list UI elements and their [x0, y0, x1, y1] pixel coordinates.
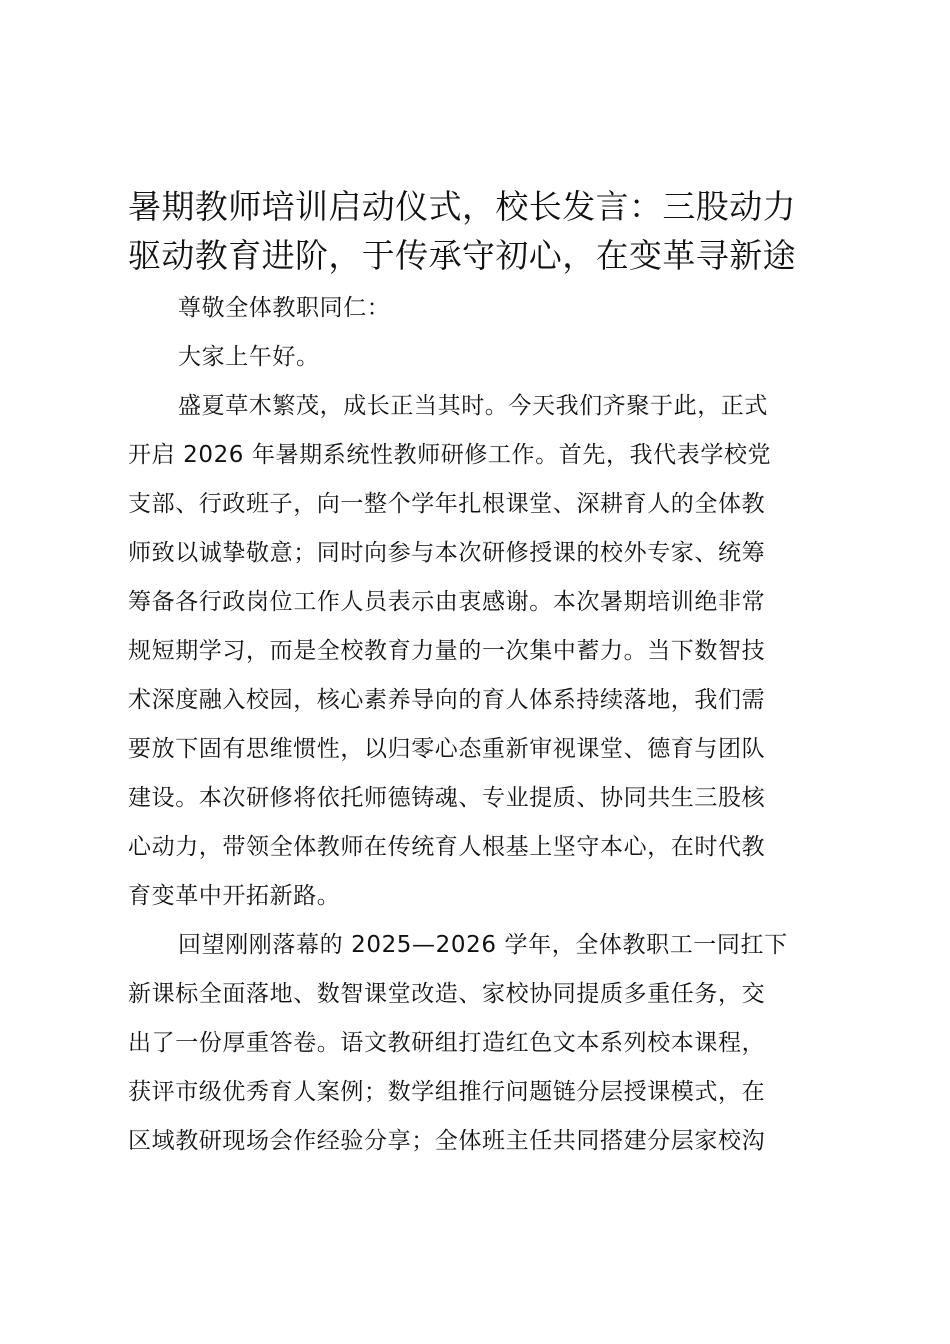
paragraph-1-line: 支部、行政班子，向一整个学年扎根课堂、深耕育人的全体教 [128, 491, 766, 517]
title-line-1: 暑期教师培训启动仪式，校长发言：三股动力 [128, 187, 796, 226]
paragraph-2 [128, 921, 840, 1166]
paragraph-2-line: 新课标全面落地、数智课堂改造、家校协同提质多重任务，交 [128, 981, 766, 1007]
paragraph-2-line: 区域教研现场会作经验分享；全体班主任共同搭建分层家校沟 [128, 1128, 766, 1154]
paragraph-1-line: 要放下固有思维惯性，以归零心态重新审视课堂、德育与团队 [128, 736, 766, 762]
paragraph-1-line: 术深度融入校园，核心素养导向的育人体系持续落地，我们需 [128, 687, 766, 713]
paragraph-1-line: 筹备各行政岗位工作人员表示由衷感谢。本次暑期培训绝非常 [128, 589, 766, 615]
paragraph-1-line: 规短期学习，而是全校教育力量的一次集中蓄力。当下数智技 [128, 638, 766, 664]
salutation: 大家上午好。 [178, 344, 320, 370]
paragraph-2-line: 获评市级优秀育人案例；数学组推行问题链分层授课模式，在 [128, 1079, 766, 1105]
paragraph-1-line: 师致以诚挚敬意；同时向参与本次研修授课的校外专家、统筹 [128, 540, 766, 566]
paragraph-1-line: 建设。本次研修将依托师德铸魂、专业提质、协同共生三股核 [128, 785, 766, 811]
document-body [128, 284, 840, 1166]
greeting: 尊敬全体教职同仁： [178, 295, 391, 321]
paragraph-2-line: 出了一份厚重答卷。语文教研组打造红色文本系列校本课程， [128, 1030, 766, 1056]
paragraph-2-line: 回望刚刚落幕的 2025—2026 学年，全体教职工一同扛下 [178, 932, 788, 958]
paragraph-1-line: 心动力，带领全体教师在传统育人根基上坚守本心，在时代教 [128, 834, 766, 860]
document-title [128, 182, 840, 280]
paragraph-1-line: 开启 2026 年暑期系统性教师研修工作。首先，我代表学校党 [128, 442, 772, 468]
paragraph-1-line: 育变革中开拓新路。 [128, 883, 341, 909]
paragraph-1 [128, 382, 840, 921]
title-line-2: 驱动教育进阶，于传承守初心，在变革寻新途 [128, 236, 796, 275]
paragraph-1-line: 盛夏草木繁茂，成长正当其时。今天我们齐聚于此，正式 [178, 393, 768, 419]
